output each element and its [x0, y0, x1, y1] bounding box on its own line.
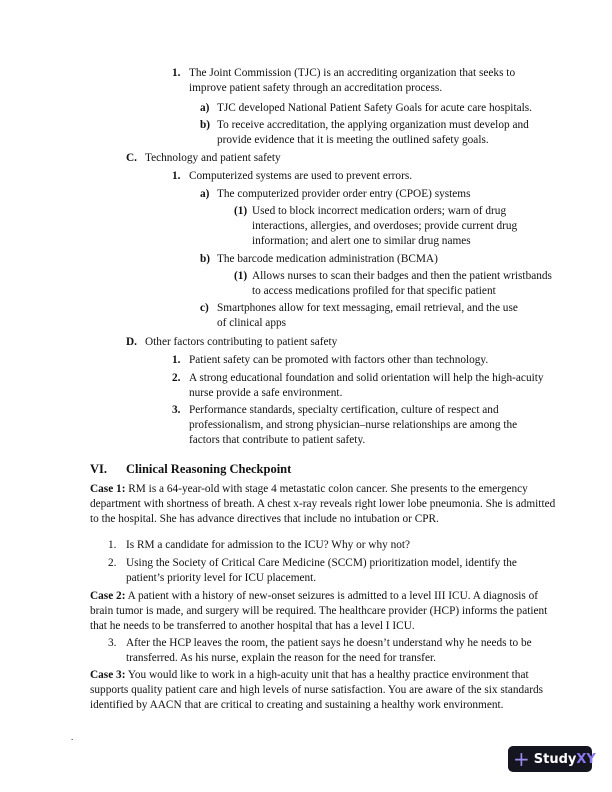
case-label: Case 1: — [90, 483, 126, 495]
question-item — [108, 636, 551, 666]
case-3 — [90, 668, 560, 713]
item-text: TJC developed National Patient Safety Goals for acute care hospitals. — [217, 102, 532, 114]
item-label: 1. — [172, 354, 181, 366]
section-number: VI. — [90, 462, 108, 476]
outline-item — [126, 151, 525, 166]
outline-item — [234, 269, 562, 299]
question-item — [108, 556, 546, 586]
item-label: c) — [200, 302, 209, 314]
case-text: You would like to work in a high-acuity unit that has a healthy practice environment that supports quality patient care and high levels of nurse satisfaction. You are aware of the six standards identified by AACN that are critical to creating and sustaining a healthy work environment. — [90, 669, 544, 711]
question-text: After the HCP leaves the room, the patient says he doesn’t understand why he needs to be transferred. As his nurse, explain the reason for the need for transfer. — [126, 637, 532, 664]
footer-dot: . — [71, 732, 74, 742]
outline-item — [126, 335, 525, 350]
item-label: a) — [200, 102, 210, 114]
plus-icon: + — [513, 747, 530, 771]
item-text: To receive accreditation, the applying organization must develop and provide evidence that it is meeting the outlined safety goals. — [217, 119, 529, 146]
item-text: Computerized systems are used to prevent errors. — [189, 170, 413, 182]
case-text: RM is a 64-year-old with stage 4 metastatic colon cancer. She presents to the emergency department with shortness of breath. A chest x-ray reveals right lower lobe pneumonia. She is admitted to the hospital. She has advance directives that include no intubation or CPR. — [90, 483, 556, 525]
item-text: Patient safety can be promoted with factors other than technology. — [189, 354, 489, 366]
case-text: A patient with a history of new-onset seizures is admitted to a level III ICU. A diagnosis of brain tumor is made, and surgery will be required. The healthcare provider (HCP) informs the patient that he needs to be transferred to another hospital that has a level I ICU. — [90, 590, 548, 632]
outline-item — [234, 204, 542, 249]
question-number: 2. — [108, 557, 117, 569]
item-label: (1) — [234, 205, 248, 217]
item-label: b) — [200, 253, 211, 265]
case-2 — [90, 589, 560, 634]
outline-item — [200, 118, 562, 148]
item-label: 3. — [172, 404, 181, 416]
item-text: The barcode medication administration (BCMA) — [217, 253, 438, 265]
case-label: Case 2: — [90, 590, 126, 602]
item-text: Other factors contributing to patient safety — [145, 336, 338, 348]
item-label: D. — [126, 336, 137, 348]
question-text: Is RM a candidate for admission to the ICU? Why or why not? — [126, 539, 411, 551]
item-text: Allows nurses to scan their badges and then the patient wristbands to access medications profiled for that specific patient — [252, 270, 552, 297]
outline-item — [200, 252, 557, 267]
item-text: The computerized provider order entry (CPOE) systems — [217, 188, 471, 200]
question-number: 3. — [108, 637, 117, 649]
item-label: 2. — [172, 372, 181, 384]
outline-item — [172, 403, 519, 448]
item-label: 1. — [172, 67, 181, 79]
section-heading — [90, 462, 550, 477]
outline-item — [172, 371, 544, 401]
item-text: A strong educational foundation and solid orientation will help the high-acuity nurse provide a safe environment. — [189, 372, 544, 399]
brand-main: Study — [533, 751, 577, 767]
case-1 — [90, 482, 560, 527]
item-label: C. — [126, 152, 137, 164]
section-title: Clinical Reasoning Checkpoint — [126, 462, 292, 476]
item-text: Smartphones allow for text messaging, email retrieval, and the use of clinical apps — [217, 302, 518, 329]
item-text: Used to block incorrect medication orders; warn of drug interactions, allergies, and overdoses; provide current drug information; and alert one to similar drug names — [252, 205, 518, 247]
question-item — [108, 538, 556, 553]
item-label: a) — [200, 188, 210, 200]
case-label: Case 3: — [90, 669, 126, 681]
studyxy-badge[interactable] — [508, 746, 596, 772]
outline-item — [200, 301, 527, 331]
item-label: b) — [200, 119, 211, 131]
outline-item — [200, 187, 557, 202]
question-text: Using the Society of Critical Care Medicine (SCCM) prioritization model, identify the patient’s priority level for ICU placement. — [126, 557, 517, 584]
outline-item — [172, 353, 559, 368]
item-text: The Joint Commission (TJC) is an accrediting organization that seeks to improve patient safety through an accreditation process. — [189, 67, 516, 94]
outline-item — [172, 66, 534, 96]
item-text: Technology and patient safety — [145, 152, 281, 164]
outline-item — [172, 169, 549, 184]
outline-item — [200, 101, 562, 116]
item-label: (1) — [234, 270, 248, 282]
question-number: 1. — [108, 539, 117, 551]
document-body — [0, 66, 612, 713]
brand-accent: XY — [576, 751, 596, 767]
item-label: 1. — [172, 170, 181, 182]
item-text: Performance standards, specialty certification, culture of respect and professionalism, and strong physician–nurse relationships are among the factors that contribute to patient safety. — [189, 404, 518, 446]
